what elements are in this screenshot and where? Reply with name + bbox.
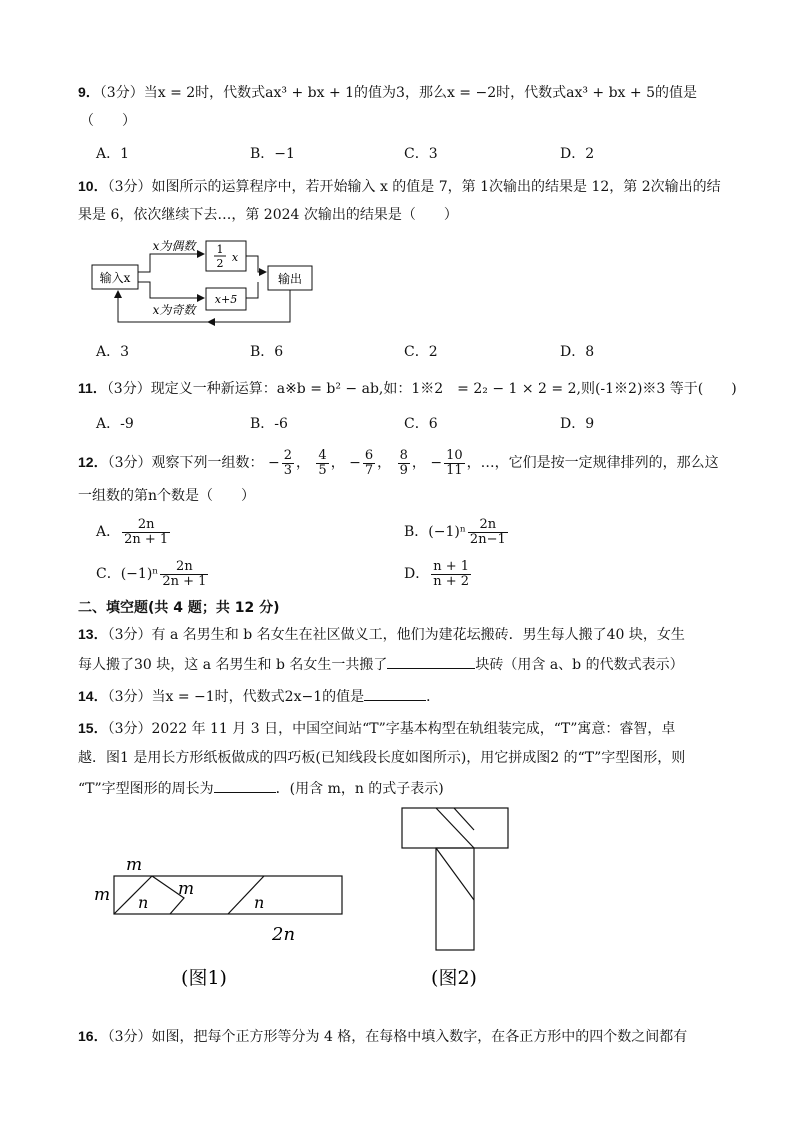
option-b: B．6 bbox=[250, 344, 284, 360]
input-label: 输入x bbox=[99, 271, 131, 285]
question-text: 2022 年 11 月 3 日，中国空间站“T”字基本构型在轨组装完成，“T”寓意：睿智，卓 bbox=[151, 721, 676, 737]
option-a: A．3 bbox=[96, 344, 130, 360]
even-label: x为偶数 bbox=[152, 239, 196, 253]
half-bot: 2 bbox=[216, 257, 224, 270]
question-text: 有 a 名男生和 b 名女生在社区做义工，他们为建花坛搬砖．男生每人搬了40 块，女生 bbox=[151, 627, 685, 643]
option-a: A．1 bbox=[96, 146, 130, 162]
question-score: （3分） bbox=[107, 721, 152, 737]
sequence-term: $\frac{2}{3}$ bbox=[283, 447, 292, 478]
question-score: （3分） bbox=[107, 627, 152, 643]
answer-blank[interactable] bbox=[214, 778, 276, 793]
option-c: C．2 bbox=[404, 344, 438, 360]
question-tail: ，…，它们是按一定规律排列的，那么这 bbox=[466, 455, 719, 471]
option-c: C．6 bbox=[404, 416, 438, 432]
question-score: （3分） bbox=[107, 179, 152, 195]
sequence-term: $\frac{8}{9}$ bbox=[399, 447, 408, 478]
question-text: 如图所示的运算程序中，若开始输入 x 的值是 7，第 1次输出的结果是 12，第 2次输出的结 bbox=[151, 179, 721, 195]
question-text-cont: 果是 6，依次继续下去…，第 2024 次输出的结果是（ ） bbox=[78, 207, 458, 223]
sequence-term-sign: − bbox=[267, 455, 280, 471]
question-text-cont: 越．图1 是用长方形纸板做成的四巧板(已知线段长度如图所示)，用它拼成图2 的“T”字型图形，则 bbox=[78, 750, 686, 766]
sequence-term: $\frac{10}{11}$ bbox=[446, 447, 463, 478]
question-lead: 观察下列一组数： bbox=[151, 455, 264, 471]
question-text: 当x = −1时，代数式2x−1的值是 bbox=[151, 689, 365, 705]
option-c: C．(−1)ⁿ $\frac{2n}{2n + 1}$ bbox=[96, 558, 207, 589]
question-text-cont: “T”字型图形的周长为 ．(用含 m，n 的式子表示) bbox=[78, 778, 444, 799]
label-n-2: n bbox=[254, 893, 265, 912]
question-number: 13． bbox=[78, 626, 108, 642]
label-m-left: m bbox=[94, 885, 111, 905]
option-d: D．2 bbox=[560, 146, 595, 162]
question-score: （3分） bbox=[107, 1029, 152, 1045]
label-m-top: m bbox=[126, 855, 143, 875]
answer-blank[interactable] bbox=[387, 654, 475, 669]
question-text-cont: 每人搬了30 块，这 a 名男生和 b 名女生一共搬了 块砖（用含 a、b 的代数式表示） bbox=[78, 654, 684, 675]
option-b: B．−1 bbox=[250, 146, 295, 162]
question-12: 12．（3分）观察下列一组数： − $\frac{2}{3}$ ， $\frac{4}{5}$ ， − $\frac{6}{7}$ ， $\frac{8}{9}$ ， − $\frac{10}{11}$ ，…，它们是按一定规律排列的，那么这 bbox=[78, 447, 719, 478]
figure-2-caption: (图2) bbox=[431, 967, 477, 989]
option-b: B．(−1)ⁿ $\frac{2n}{2n-1}$ bbox=[404, 516, 506, 547]
label-m-mid: m bbox=[178, 879, 195, 899]
question-11 bbox=[78, 378, 737, 399]
question-text: 当x = 2时，代数式ax³ + bx + 1的值为3，那么x = −2时，代数式ax³ + bx + 5的值是 bbox=[143, 85, 697, 101]
sequence-term-sign: − bbox=[430, 455, 443, 471]
question-score: （3分） bbox=[99, 85, 144, 101]
question-number: 11． bbox=[78, 380, 107, 396]
question-number: 12． bbox=[78, 454, 108, 470]
plus5-label: x+5 bbox=[214, 293, 238, 306]
section-heading: 二、填空题(共 4 题；共 12 分) bbox=[78, 600, 280, 616]
question-9 bbox=[78, 82, 697, 103]
question-16 bbox=[78, 1026, 687, 1047]
option-d: D．8 bbox=[560, 344, 595, 360]
answer-blank[interactable] bbox=[364, 686, 426, 701]
question-text: 如图，把每个正方形等分为 4 格，在每格中填入数字，在各正方形中的四个数之间都有 bbox=[151, 1029, 688, 1045]
option-b: B．-6 bbox=[250, 416, 288, 432]
figure-1 bbox=[88, 850, 348, 1000]
question-15 bbox=[78, 718, 675, 739]
question-text-cont: 一组数的第n个数是（ ） bbox=[78, 488, 256, 504]
sequence-term: $\frac{6}{7}$ bbox=[364, 447, 374, 478]
question-10 bbox=[78, 176, 721, 197]
sequence-term-sign: − bbox=[349, 455, 361, 471]
label-n-1: n bbox=[138, 893, 149, 912]
flowchart-diagram bbox=[86, 232, 326, 330]
question-number: 15． bbox=[78, 720, 108, 736]
question-number: 9． bbox=[78, 84, 100, 100]
question-score: （3分） bbox=[107, 689, 152, 705]
label-2n: 2n bbox=[272, 924, 296, 945]
question-number: 16． bbox=[78, 1028, 108, 1044]
option-c: C．3 bbox=[404, 146, 438, 162]
option-d: D． $\frac{n + 1}{n + 2}$ bbox=[404, 558, 470, 589]
question-score: （3分） bbox=[107, 455, 152, 471]
question-number: 10． bbox=[78, 178, 108, 194]
sequence-term: $\frac{4}{5}$ bbox=[318, 447, 327, 478]
question-score: （3分） bbox=[106, 381, 151, 397]
half-top: 1 bbox=[216, 243, 224, 256]
question-text: 现定义一种新运算：a※b = b² − ab,如：1※2 = 2₂ − 1 × 2 = 2,则(-1※2)※3 等于( ) bbox=[150, 381, 737, 397]
question-14: 14．（3分）当x = −1时，代数式2x−1的值是 ． bbox=[78, 688, 441, 705]
output-label: 输出 bbox=[277, 272, 303, 286]
figure-1-caption: (图1) bbox=[181, 967, 227, 989]
odd-label: x为奇数 bbox=[152, 303, 196, 317]
option-d: D．9 bbox=[560, 416, 595, 432]
question-13 bbox=[78, 624, 685, 645]
figure-2 bbox=[392, 802, 522, 994]
option-a: A． $\frac{2n}{2n + 1}$ bbox=[96, 516, 169, 547]
half-var: x bbox=[231, 251, 239, 264]
option-a: A．-9 bbox=[96, 416, 134, 432]
answer-paren: （ ） bbox=[80, 113, 136, 129]
question-number: 14． bbox=[78, 688, 108, 704]
